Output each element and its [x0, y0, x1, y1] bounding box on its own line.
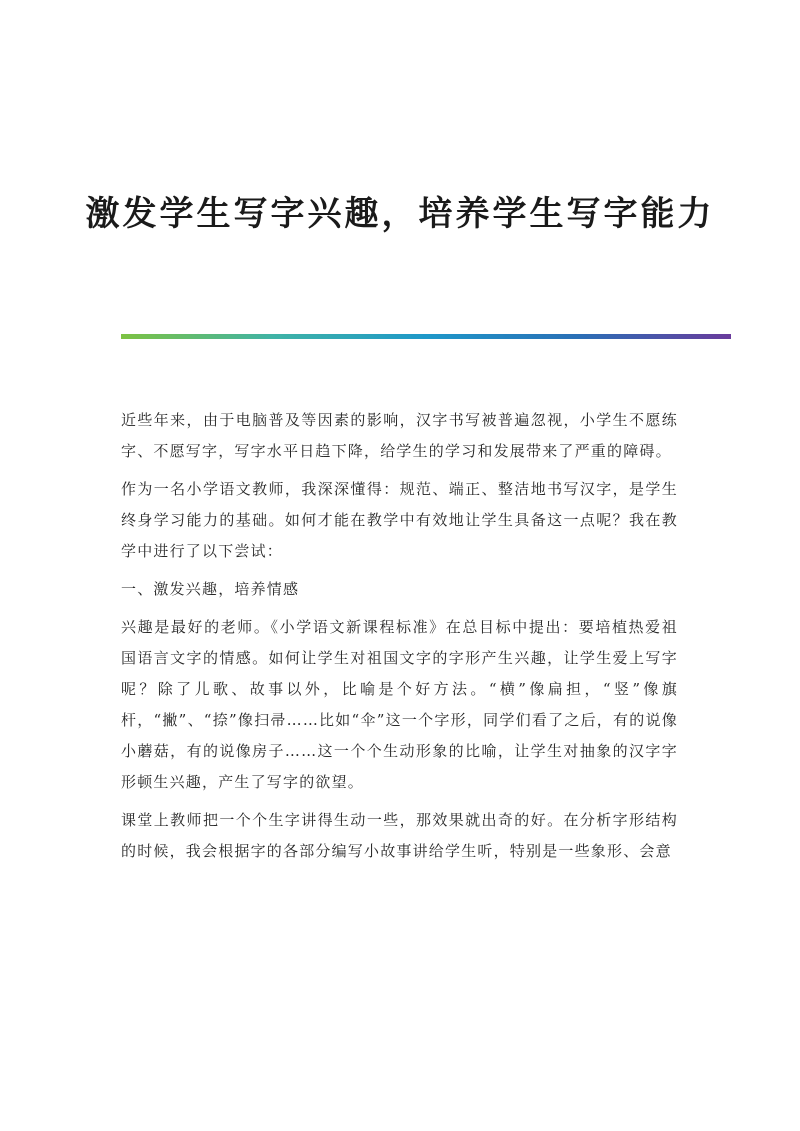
paragraph-interest: 兴趣是最好的老师。《小学语文新课程标准》在总目标中提出：要培植热爱祖国语言文字的情感。如何让学生对祖国文字的字形产生兴趣，让学生爱上写字呢？除了儿歌、故事以外，比喻是个好方法。“横”像扁担，“竖”像旗杆，“撇”、“捺”像扫帚……比如“伞”这一个字形，同学们看了之后，有的说像小蘑菇，有的说像房子……这一个个生动形象的比喻，让学生对抽象的汉字字形顿生兴趣，产生了写字的欲望。 [121, 618, 678, 791]
paragraph-intro: 近些年来，由于电脑普及等因素的影响，汉字书写被普遍忽视，小学生不愿练字、不愿写字，写字水平日趋下降，给学生的学习和发展带来了严重的障碍。 [121, 411, 678, 460]
page-title: 激发学生写字兴趣，培养学生写字能力 [85, 194, 715, 234]
paragraph-teacher-view: 作为一名小学语文教师，我深深懂得：规范、端正、整洁地书写汉字，是学生终身学习能力的基础。如何才能在教学中有效地让学生具备这一点呢？我在教学中进行了以下尝试： [121, 480, 678, 560]
document-body [121, 405, 678, 874]
title-divider [121, 334, 731, 339]
section-heading-1: 一、激发兴趣，培养情感 [121, 580, 300, 598]
paragraph-classroom: 课堂上教师把一个个生字讲得生动一些，那效果就出奇的好。在分析字形结构的时候，我会根据字的各部分编写小故事讲给学生听，特别是一些象形、会意 [121, 811, 678, 860]
